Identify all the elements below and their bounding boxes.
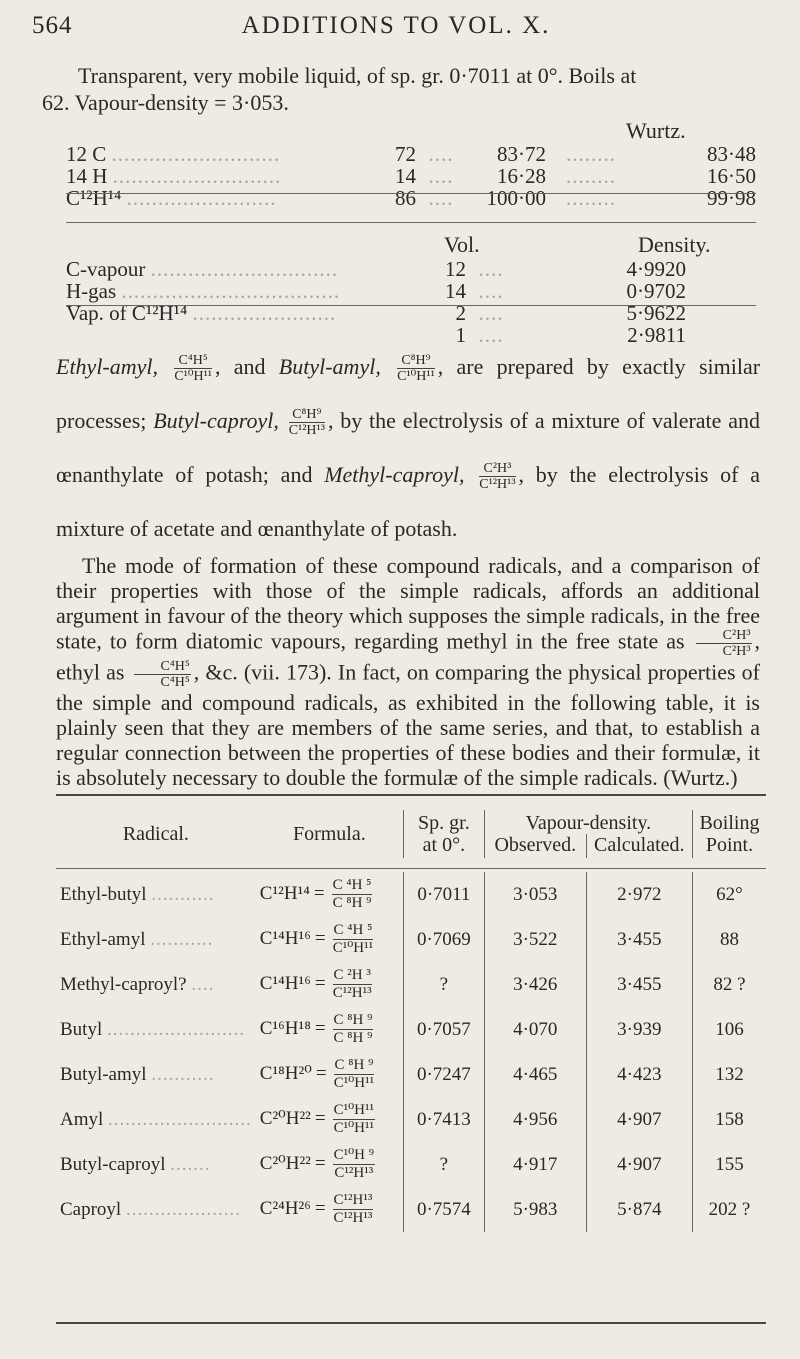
- vapour-row: 1 .... 2·9811: [455, 323, 686, 347]
- vapour-table: [66, 258, 756, 346]
- col-spgr: Sp. gr.: [403, 810, 484, 834]
- table-row: [56, 1097, 766, 1142]
- table-bottom-rule: [56, 1322, 766, 1324]
- observed-value: 4·917: [484, 1142, 586, 1187]
- observed-value: 3·426: [484, 962, 586, 1007]
- wurtz-label: Wurtz.: [626, 118, 686, 143]
- col-vapour-density: Vapour-density.: [484, 810, 692, 834]
- page-number: 564: [32, 12, 73, 39]
- observed-value: 4·070: [484, 1007, 586, 1052]
- vol-label: Vol.: [444, 232, 480, 257]
- analysis-row: 12 C ........................... 72 .... 83·72 ........ 83·48: [66, 142, 756, 166]
- vapour-row: H-gas ................................... 14 .... 0·9702: [66, 279, 686, 303]
- col-observed: Observed.: [484, 834, 586, 858]
- density-label: Density.: [638, 232, 711, 257]
- analysis-rule-1: [66, 193, 756, 194]
- calculated-value: 3·455: [586, 917, 692, 962]
- ethyl-amyl-formula: $\frac{\text{C⁴H⁵}}{\text{C¹⁰H¹¹}}$: [174, 353, 212, 385]
- butyl-caproyl-formula: $\frac{\text{C⁸H⁹}}{\text{C¹²H¹³}}$: [288, 407, 325, 439]
- radical-name: Butyl-caproyl .......: [60, 1153, 211, 1175]
- butyl-caproyl-name: Butyl-caproyl,: [153, 408, 279, 433]
- spgr-value: 0·7574: [403, 1187, 484, 1232]
- methyl-caproyl-name: Methyl-caproyl,: [324, 462, 465, 487]
- analysis-table: [66, 143, 756, 209]
- analysis-row: C¹²H¹⁴ ........................ 86 .... 100·00 ........ 99·98: [66, 186, 756, 210]
- calculated-value: 5·874: [586, 1187, 692, 1232]
- boiling-value: 155: [692, 1142, 766, 1187]
- col-spgr-sub: at 0°.: [403, 834, 484, 858]
- spgr-value: 0·7413: [403, 1097, 484, 1142]
- table-row: [56, 1052, 766, 1097]
- intro-line-1: Transparent, very mobile liquid, of sp. gr. 0·7011 at 0°. Boils at: [78, 63, 637, 88]
- boiling-value: 62°: [692, 872, 766, 917]
- paragraph-compound-radicals: Ethyl-amyl, $\frac{\text{C⁴H⁵}}{\text{C¹⁰H¹¹}}$ , and Butyl-amyl, $\frac{\text{C⁸H⁹}}{\text{C¹⁰H¹¹}}$ , are prepared by exactly similar processes; Butyl-caproyl, $\frac{\text{C⁸H⁹}}{\text{C¹²H¹³}}$ , by the electrolysis of a mixture of valerate and œnanthylate of potash; and Methyl-caproyl, $\frac{\text{C²H³}}{\text{C¹²H¹³}}$ , by the electrolysis of a mixture of acetate and œnanthylate of potash.: [56, 353, 761, 541]
- calculated-value: 3·455: [586, 962, 692, 1007]
- radical-formula: C¹⁶H¹⁸ = $\frac{\text{C ⁸H ⁹}}{\text{C ⁸H ⁹}}$: [259, 1012, 373, 1046]
- radical-name: Butyl ........................: [60, 1018, 245, 1040]
- radical-formula: C¹⁴H¹⁶ = $\frac{\text{C ⁴H ⁵}}{\text{C¹⁰H¹¹}}$: [259, 922, 374, 956]
- radical-name: Ethyl-amyl ...........: [60, 928, 214, 950]
- table-row: [56, 1142, 766, 1187]
- radical-name: Ethyl-butyl ...........: [60, 883, 215, 905]
- table-row: [56, 1007, 766, 1052]
- radical-formula: C²⁴H²⁶ = $\frac{\text{C¹²H¹³}}{\text{C¹²H¹³}}$: [259, 1192, 373, 1226]
- radical-formula: C²⁰H²² = $\frac{\text{C¹⁰H¹¹}}{\text{C¹⁰H¹¹}}$: [259, 1102, 374, 1136]
- radical-formula: C²⁰H²² = $\frac{\text{C¹⁰H ⁹}}{\text{C¹²H¹³}}$: [259, 1147, 374, 1181]
- table-row: [56, 1187, 766, 1232]
- observed-value: 4·465: [484, 1052, 586, 1097]
- ethyl-amyl-name: Ethyl-amyl,: [56, 354, 159, 379]
- boiling-value: 202 ?: [692, 1187, 766, 1232]
- table-top-rule: [56, 794, 766, 796]
- boiling-value: 132: [692, 1052, 766, 1097]
- observed-value: 3·053: [484, 872, 586, 917]
- analysis-row: 14 H ........................... 14 .... 16·28 ........ 16·50: [66, 164, 756, 188]
- methyl-caproyl-formula: $\frac{\text{C²H³}}{\text{C¹²H¹³}}$: [479, 461, 516, 493]
- calculated-value: 4·907: [586, 1142, 692, 1187]
- ethyl-free-formula: $\frac{\text{C⁴H⁵}}{\text{C⁴H⁵}}$: [134, 659, 191, 690]
- page-header: [32, 12, 760, 42]
- radicals-table: [56, 810, 766, 1232]
- col-boiling: Boiling: [692, 810, 766, 834]
- col-formula: Formula.: [292, 823, 366, 845]
- radical-name: Amyl .........................: [60, 1108, 252, 1130]
- table-row: [56, 962, 766, 1007]
- spgr-value: 0·7011: [403, 872, 484, 917]
- vapour-row: C-vapour .............................. 12 .... 4·9920: [66, 257, 686, 281]
- boiling-value: 82 ?: [692, 962, 766, 1007]
- vapour-rule: [66, 305, 756, 306]
- spgr-value: 0·7069: [403, 917, 484, 962]
- boiling-value: 106: [692, 1007, 766, 1052]
- calculated-value: 2·972: [586, 872, 692, 917]
- table-header-row: [56, 810, 766, 834]
- methyl-free-formula: $\frac{\text{C²H³}}{\text{C²H³}}$: [696, 628, 752, 659]
- table-row: [56, 917, 766, 962]
- table-row: [56, 872, 766, 917]
- radical-formula: C¹⁴H¹⁶ = $\frac{\text{C ²H ³}}{\text{C¹²H¹³}}$: [259, 967, 372, 1001]
- observed-value: 3·522: [484, 917, 586, 962]
- calculated-value: 4·907: [586, 1097, 692, 1142]
- radical-formula: C¹²H¹⁴ = $\frac{\text{C ⁴H ⁵}}{\text{C ⁸H ⁹}}$: [259, 877, 372, 911]
- analysis-rule-2: [66, 222, 756, 223]
- butyl-amyl-formula: $\frac{\text{C⁸H⁹}}{\text{C¹⁰H¹¹}}$: [397, 353, 435, 385]
- observed-value: 4·956: [484, 1097, 586, 1142]
- observed-value: 5·983: [484, 1187, 586, 1232]
- radical-formula: C¹⁸H²⁰ = $\frac{\text{C ⁸H ⁹}}{\text{C¹⁰H¹¹}}$: [259, 1057, 375, 1091]
- paragraph-theory: The mode of formation of these compound radicals, and a comparison of their properties with those of the simple radicals, affords an additional argument in favour of the theory which supposes the simple radicals, in the free state, to form diatomic vapours, regarding methyl in the free state as $\frac{\text{C²H³}}{\text{C²H³}}$ , ethyl as $\frac{\text{C⁴H⁵}}{\text{C⁴H⁵}}$ , &c. (vii. 173). In fact, on comparing the physical properties of the simple and compound radicals, as exhibited in the following table, it is plainly seen that they are members of the same series, and that, to establish a regular connection between the properties of these bodies and their formulæ, it is absolutely necessary to double the formulæ of the simple radicals. (Wurtz.): [56, 553, 761, 790]
- boiling-value: 88: [692, 917, 766, 962]
- spgr-value: 0·7247: [403, 1052, 484, 1097]
- calculated-value: 4·423: [586, 1052, 692, 1097]
- calculated-value: 3·939: [586, 1007, 692, 1052]
- radical-name: Butyl-amyl ...........: [60, 1063, 215, 1085]
- spgr-value: ?: [403, 962, 484, 1007]
- col-point: Point.: [692, 834, 766, 858]
- running-head: ADDITIONS TO VOL. X.: [241, 12, 551, 39]
- intro-paragraph: [42, 62, 760, 116]
- intro-line-2: 62. Vapour-density = 3·053.: [42, 90, 289, 115]
- radical-name: Caproyl ....................: [60, 1198, 241, 1220]
- spgr-value: ?: [403, 1142, 484, 1187]
- spgr-value: 0·7057: [403, 1007, 484, 1052]
- radical-name: Methyl-caproyl? ....: [60, 973, 215, 995]
- col-calculated: Calculated.: [586, 834, 692, 858]
- boiling-value: 158: [692, 1097, 766, 1142]
- vapour-row: Vap. of C¹²H¹⁴ ....................... 2 .... 5·9622: [66, 301, 686, 325]
- col-radical: Radical.: [122, 823, 189, 845]
- butyl-amyl-name: Butyl-amyl,: [278, 354, 381, 379]
